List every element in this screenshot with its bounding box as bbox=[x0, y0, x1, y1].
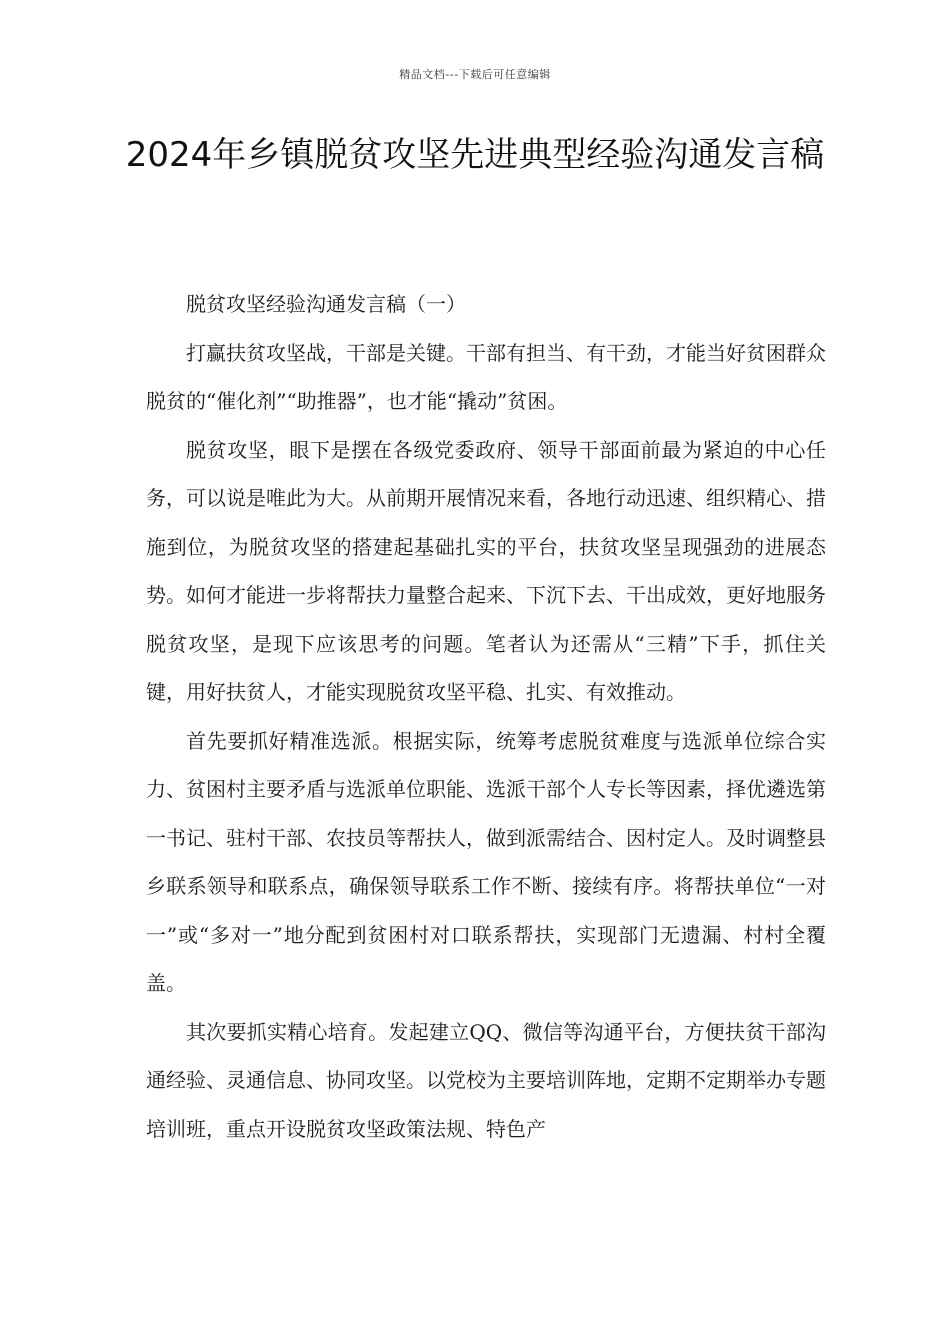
paragraph: 打赢扶贫攻坚战，干部是关键。干部有担当、有干劲，才能当好贫困群众脱贫的“催化剂”“助推器”，也才能“撬动”贫困。 bbox=[146, 340, 826, 413]
paragraph: 首先要抓好精准选派。根据实际，统筹考虑脱贫难度与选派单位综合实力、贫困村主要矛盾与选派单位职能、选派干部个人专长等因素，择优遴选第一书记、驻村干部、农技员等帮扶人，做到派需结合、因村定人。及时调整县乡联系领导和联系点，确保领导联系工作不断、接续有序。将帮扶单位“一对一”或“多对一”地分配到贫困村对口联系帮扶，实现部门无遗漏、村村全覆盖。 bbox=[146, 728, 826, 995]
paragraph: 脱贫攻坚，眼下是摆在各级党委政府、领导干部面前最为紧迫的中心任务，可以说是唯此为大。从前期开展情况来看，各地行动迅速、组织精心、措施到位，为脱贫攻坚的搭建起基础扎实的平台，扶贫攻坚呈现强劲的进展态势。如何才能进一步将帮扶力量整合起来、下沉下去、干出成效，更好地服务脱贫攻坚，是现下应该思考的问题。笔者认为还需从“三精”下手，抓住关键，用好扶贫人，才能实现脱贫攻坚平稳、扎实、有效推动。 bbox=[146, 437, 826, 704]
document-title: 2024年乡镇脱贫攻坚先进典型经验沟通发言稿 bbox=[125, 135, 825, 175]
paragraph: 其次要抓实精心培育。发起建立QQ、微信等沟通平台，方便扶贫干部沟通经验、灵通信息、协同攻坚。以党校为主要培训阵地，定期不定期举办专题培训班，重点开设脱贫攻坚政策法规、特色产 bbox=[146, 1019, 826, 1141]
section-subtitle: 脱贫攻坚经验沟通发言稿（一） bbox=[186, 292, 466, 316]
header-note: 精品文档---下载后可任意编辑 bbox=[399, 68, 551, 81]
document-body bbox=[146, 280, 826, 1153]
